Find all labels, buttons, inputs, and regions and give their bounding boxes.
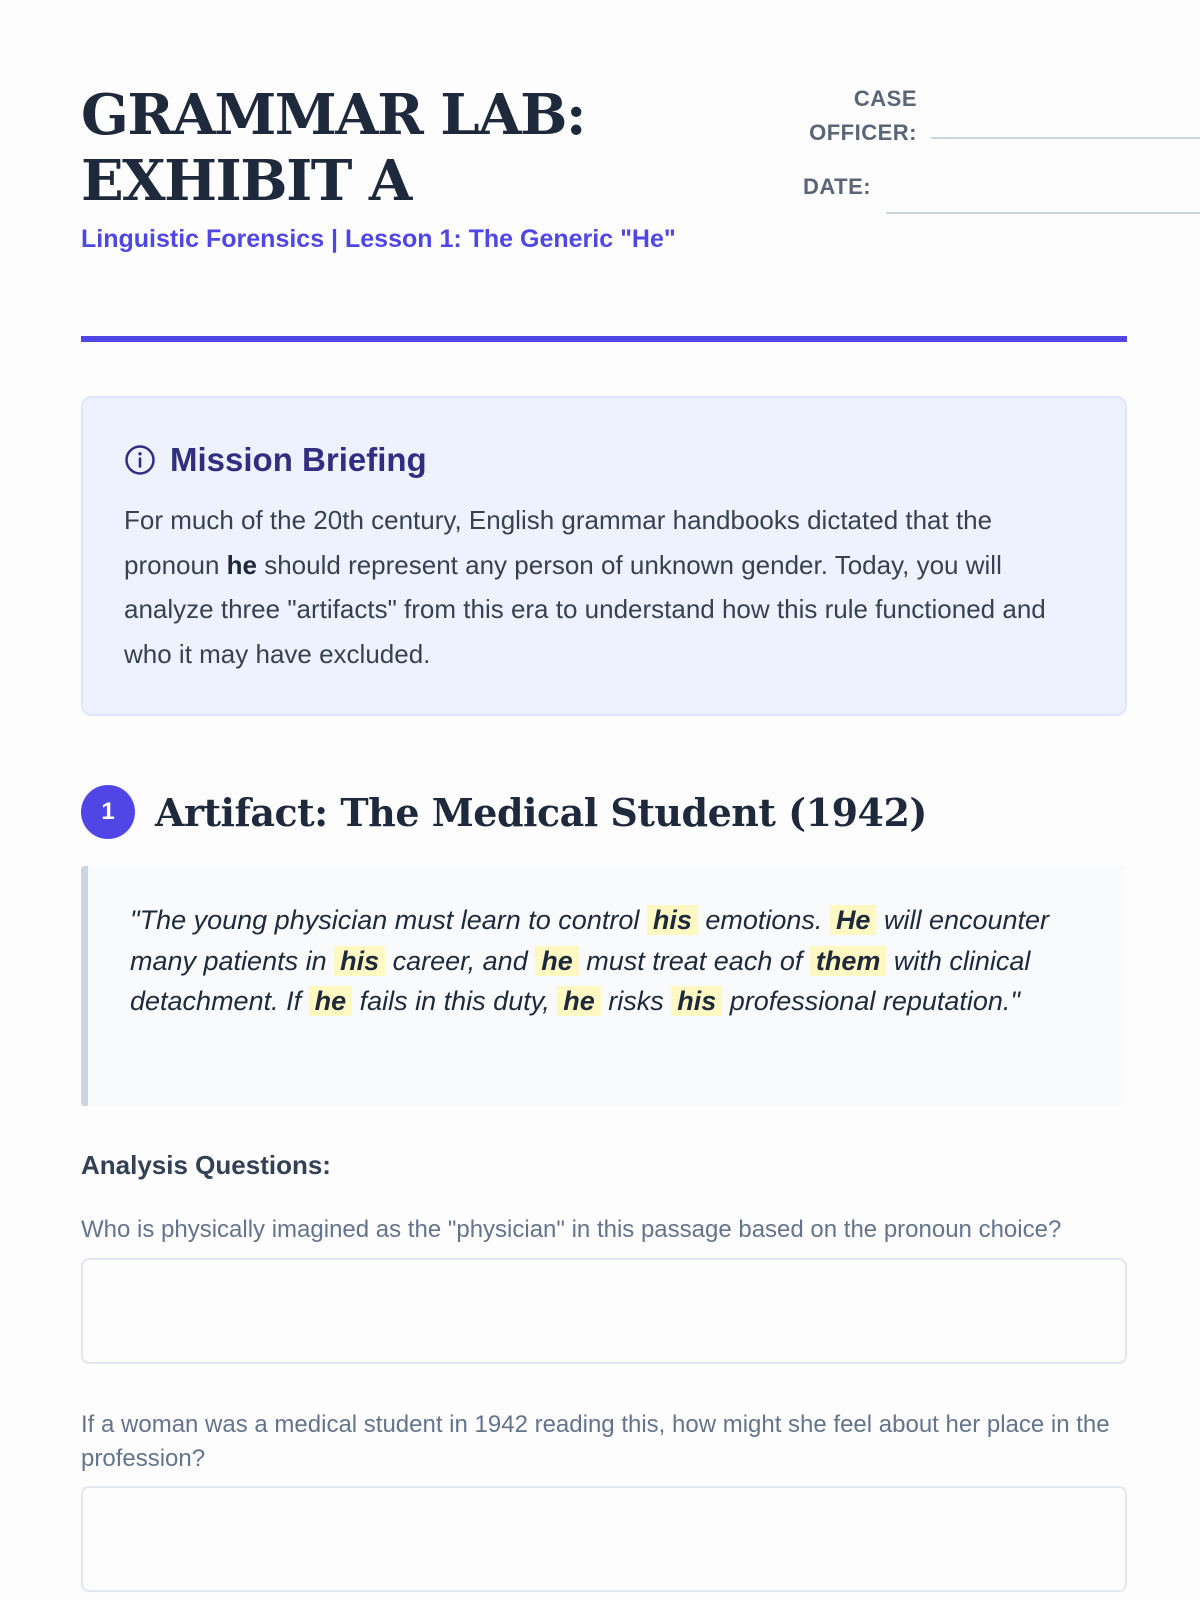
briefing-text-part: should represent any person of unknown gender. Today, you will analyze three "artifacts" from this era to understand how this rule functioned and who it may have excluded. xyxy=(124,549,1046,669)
answer-box-1[interactable] xyxy=(81,1258,1127,1364)
highlighted-pronoun: He xyxy=(830,905,877,935)
artifact-header xyxy=(81,785,927,839)
answer-box-2[interactable] xyxy=(81,1486,1127,1592)
artifact-quote xyxy=(81,866,1127,1106)
title-line-2: EXHIBIT A xyxy=(81,148,411,214)
quote-text: with clinical detachment. If xyxy=(130,945,1031,1016)
date-label xyxy=(721,170,871,204)
quote-text: emotions. xyxy=(697,905,830,935)
case-officer-field[interactable] xyxy=(931,137,1200,139)
date-field[interactable] xyxy=(886,212,1200,214)
quote-text: career, and xyxy=(385,945,536,976)
mission-briefing xyxy=(81,396,1127,716)
briefing-title: Mission Briefing xyxy=(170,441,427,478)
highlighted-pronoun: he xyxy=(535,946,579,976)
highlighted-pronoun: he xyxy=(309,986,353,1016)
page-title xyxy=(81,82,681,214)
highlighted-pronoun: he xyxy=(557,986,601,1016)
highlighted-pronoun: his xyxy=(334,946,385,976)
case-officer-label-line-2: OFFICER: xyxy=(809,120,917,145)
artifact-title: Artifact: The Medical Student (1942) xyxy=(155,789,927,835)
briefing-text xyxy=(124,498,1085,676)
quote-text: "The young physician must learn to control xyxy=(130,905,647,935)
title-line-1: GRAMMAR LAB: xyxy=(81,82,586,148)
date-label-text: DATE: xyxy=(803,174,872,199)
artifact-number-badge: 1 xyxy=(81,785,135,839)
case-officer-label xyxy=(721,82,917,150)
quote-text: will encounter many patients in xyxy=(130,905,1050,976)
header-divider xyxy=(81,336,1127,342)
briefing-text-part: For much of the 20th century, English grammar handbooks dictated that the pronoun xyxy=(124,505,993,580)
case-officer-label-line-1: CASE xyxy=(853,86,917,111)
question-1: Who is physically imagined as the "physician" in this passage based on the pronoun choice? xyxy=(81,1216,1062,1243)
question-2: If a woman was a medical student in 1942 reading this, how might she feel about her place in the profession? xyxy=(81,1411,1110,1472)
briefing-header xyxy=(124,440,1085,480)
highlighted-pronoun: his xyxy=(671,986,722,1016)
quote-text: professional reputation." xyxy=(722,986,1021,1016)
info-icon xyxy=(124,444,156,476)
quote-text: fails in this duty, xyxy=(352,986,558,1016)
briefing-bold-pronoun: he xyxy=(226,549,257,580)
quote-text: must treat each of xyxy=(578,945,810,976)
quote-text: risks xyxy=(600,986,672,1016)
highlighted-pronoun: his xyxy=(647,905,698,935)
highlighted-pronoun: them xyxy=(810,946,887,976)
analysis-questions-heading: Analysis Questions: xyxy=(81,1150,331,1180)
page-subtitle: Linguistic Forensics | Lesson 1: The Generic "He" xyxy=(81,225,676,253)
